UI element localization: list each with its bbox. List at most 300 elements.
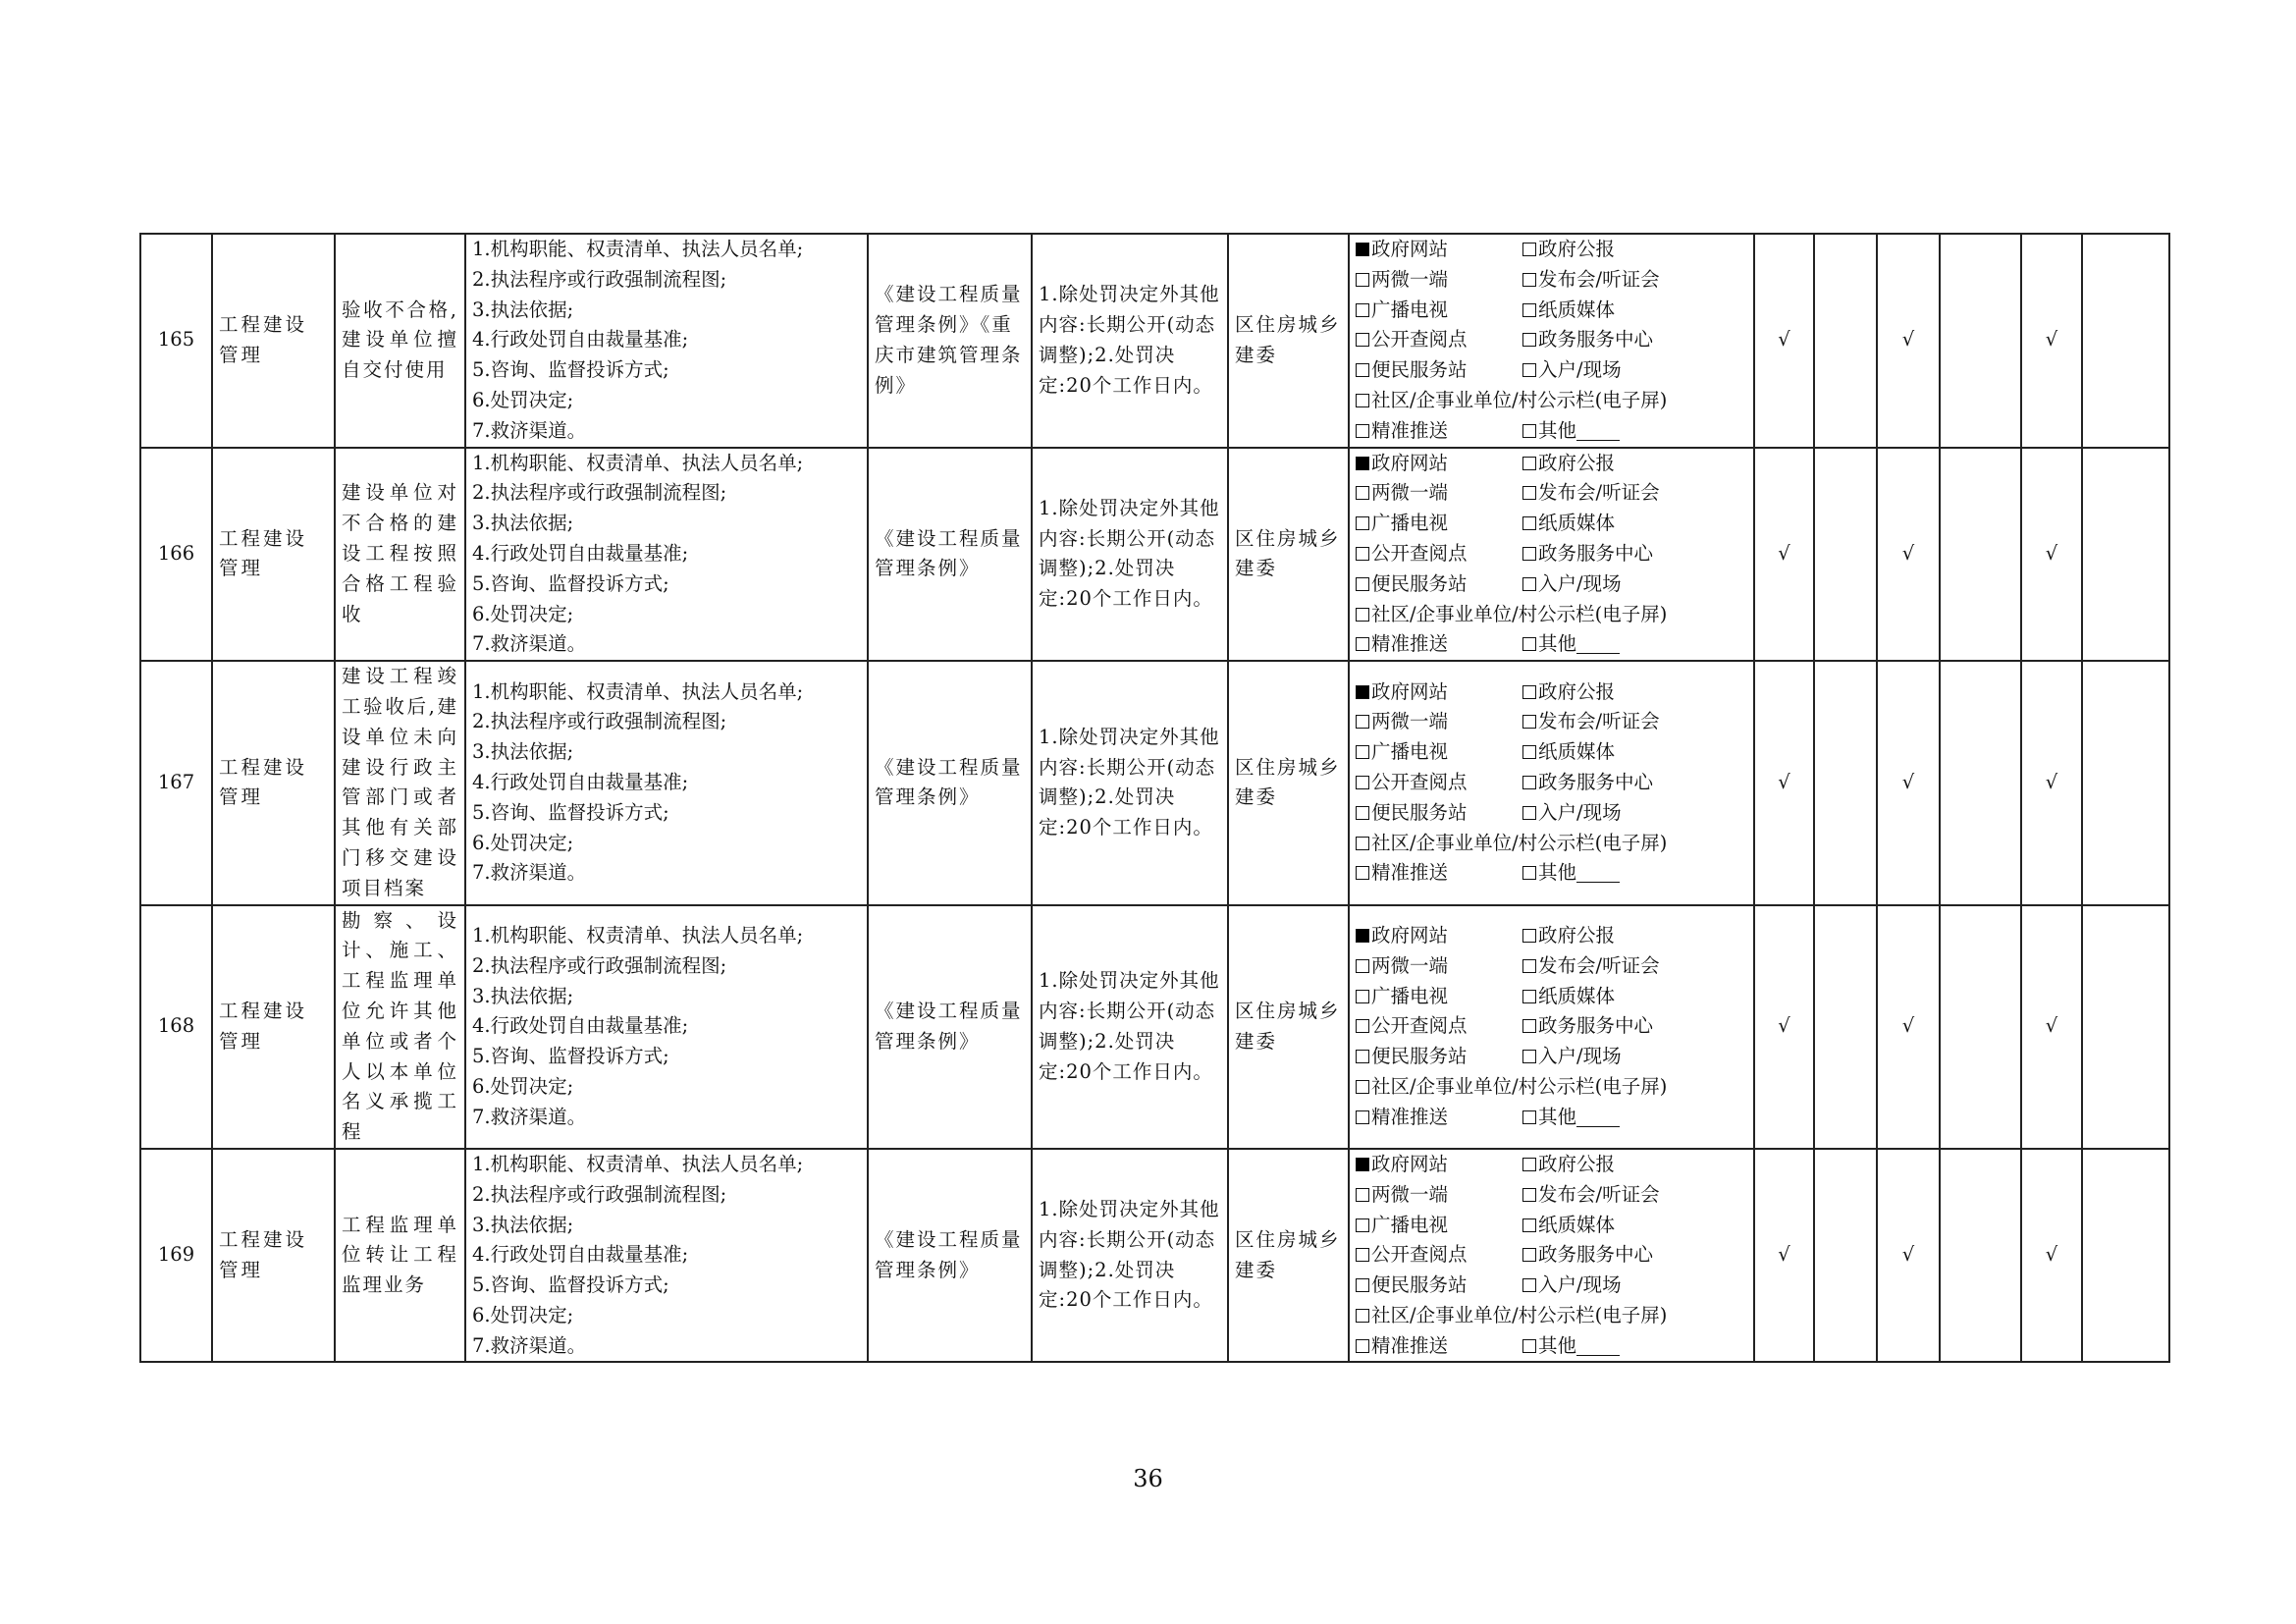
content-line: 5.咨询、监督投诉方式; — [472, 358, 669, 382]
channel-label: 政务服务中心 — [1538, 1014, 1654, 1038]
item-cell: 建设工程竣工验收后,建设单位未向建设行政主管部门或者其他有关部门移交建设项目档案 — [335, 661, 465, 904]
checkbox-empty-icon[interactable] — [1522, 866, 1536, 880]
channel-option[interactable] — [1356, 569, 1522, 600]
channel-option[interactable] — [1356, 829, 1667, 859]
checkbox-empty-icon[interactable] — [1522, 806, 1536, 820]
channel-option[interactable] — [1356, 1072, 1667, 1103]
checkbox-empty-icon[interactable] — [1522, 486, 1536, 500]
channel-line — [1356, 1271, 1747, 1301]
content-line: 3.执法依据; — [472, 298, 574, 321]
channel-line — [1356, 798, 1747, 829]
checkbox-checked-icon[interactable] — [1356, 929, 1369, 943]
channel-label: 精准推送 — [1371, 632, 1449, 656]
content-line: 7.救济渠道。 — [472, 632, 587, 656]
table-body — [140, 234, 2169, 1362]
channel-option[interactable] — [1356, 1271, 1522, 1301]
checkbox-empty-icon[interactable] — [1356, 333, 1369, 347]
check-mark-cell: √ — [1754, 905, 1814, 1149]
checkbox-empty-icon[interactable] — [1356, 1278, 1369, 1292]
channel-option[interactable] — [1522, 1103, 1620, 1133]
channel-label: 两微一端 — [1371, 710, 1449, 733]
checkbox-empty-icon[interactable] — [1522, 959, 1536, 973]
content-line: 7.救济渠道。 — [472, 1105, 587, 1128]
channel-line — [1356, 386, 1747, 416]
content-line: 3.执法依据; — [472, 740, 574, 764]
subject-cell: 区住房城乡建委 — [1228, 661, 1349, 904]
checkbox-empty-icon[interactable] — [1522, 685, 1536, 699]
basis-cell: 《建设工程质量管理条例》 — [868, 661, 1032, 904]
checkbox-empty-icon[interactable] — [1356, 273, 1369, 287]
checkbox-empty-icon[interactable] — [1356, 1339, 1369, 1353]
channel-label: 其他 — [1538, 632, 1577, 656]
checkbox-empty-icon[interactable] — [1522, 1278, 1536, 1292]
channel-option[interactable] — [1522, 1331, 1620, 1362]
content-line: 7.救济渠道。 — [472, 861, 587, 885]
content-line: 5.咨询、监督投诉方式; — [472, 1273, 669, 1297]
channel-line — [1356, 951, 1747, 982]
channel-option[interactable] — [1356, 416, 1522, 447]
channel-option[interactable] — [1522, 1271, 1622, 1301]
channel-option[interactable] — [1522, 265, 1660, 296]
checkbox-empty-icon[interactable] — [1522, 424, 1536, 438]
channel-label: 纸质媒体 — [1538, 1213, 1616, 1236]
fill-in-blank[interactable] — [1576, 866, 1620, 883]
checkbox-empty-icon[interactable] — [1522, 303, 1536, 317]
checkbox-empty-icon[interactable] — [1356, 547, 1369, 561]
channels-cell — [1349, 1149, 1754, 1363]
channel-option[interactable] — [1356, 1042, 1522, 1072]
channels-cell — [1349, 661, 1754, 904]
checkbox-empty-icon[interactable] — [1356, 1080, 1369, 1094]
content-line: 3.执法依据; — [472, 984, 574, 1007]
checkbox-empty-icon[interactable] — [1522, 1218, 1536, 1232]
channel-option[interactable] — [1356, 982, 1522, 1012]
content-line: 2.执法程序或行政强制流程图; — [472, 481, 727, 505]
channel-option[interactable] — [1356, 355, 1522, 386]
channel-option[interactable] — [1522, 478, 1660, 509]
channel-label: 发布会/听证会 — [1538, 953, 1660, 977]
checkbox-empty-icon[interactable] — [1522, 637, 1536, 651]
channel-option[interactable] — [1356, 386, 1667, 416]
content-line: 4.行政处罚自由裁量基准; — [472, 1243, 689, 1267]
checkbox-empty-icon[interactable] — [1356, 1188, 1369, 1202]
channel-option[interactable] — [1522, 629, 1620, 660]
category-cell: 工程建设管理 — [212, 234, 335, 448]
channel-label: 政府公报 — [1538, 679, 1616, 703]
checkbox-empty-icon[interactable] — [1356, 715, 1369, 729]
channel-option[interactable] — [1356, 677, 1522, 708]
fill-in-blank[interactable] — [1576, 424, 1620, 441]
channel-label: 社区/企事业单位/村公示栏(电子屏) — [1371, 831, 1668, 854]
empty-mark-cell — [2082, 448, 2169, 662]
checkbox-empty-icon[interactable] — [1522, 547, 1536, 561]
channel-label: 政府网站 — [1371, 923, 1449, 947]
checkbox-empty-icon[interactable] — [1522, 1248, 1536, 1262]
checkbox-empty-icon[interactable] — [1522, 1050, 1536, 1063]
checkbox-empty-icon[interactable] — [1356, 866, 1369, 880]
checkbox-checked-icon[interactable] — [1356, 243, 1369, 256]
checkbox-empty-icon[interactable] — [1522, 1158, 1536, 1171]
content-cell — [465, 661, 868, 904]
content-line: 1.机构职能、权责清单、执法人员名单; — [472, 923, 804, 947]
timing-cell: 1.除处罚决定外其他内容:长期公开(动态调整);2.处罚决定:20个工作日内。 — [1032, 234, 1228, 448]
channel-option[interactable] — [1356, 509, 1522, 539]
channel-option[interactable] — [1356, 235, 1522, 265]
channel-option[interactable] — [1522, 1011, 1653, 1042]
checkbox-empty-icon[interactable] — [1356, 1248, 1369, 1262]
channel-option[interactable] — [1356, 1331, 1522, 1362]
checkbox-checked-icon[interactable] — [1356, 1158, 1369, 1171]
checkbox-empty-icon[interactable] — [1356, 516, 1369, 530]
channels-cell — [1349, 234, 1754, 448]
channel-label: 政府公报 — [1538, 923, 1616, 947]
checkbox-empty-icon[interactable] — [1356, 577, 1369, 591]
channel-option[interactable] — [1522, 416, 1620, 447]
channel-line — [1356, 569, 1747, 600]
checkbox-empty-icon[interactable] — [1522, 1019, 1536, 1033]
checkbox-empty-icon[interactable] — [1356, 363, 1369, 377]
channel-line — [1356, 1180, 1747, 1211]
channel-label: 政府公报 — [1538, 238, 1616, 260]
channel-line — [1356, 1103, 1747, 1133]
channel-option[interactable] — [1522, 325, 1653, 355]
channel-label: 公开查阅点 — [1371, 1014, 1468, 1038]
empty-mark-cell — [1814, 234, 1877, 448]
channel-label: 政务服务中心 — [1538, 1243, 1654, 1267]
row-number-cell: 168 — [140, 905, 212, 1149]
checkbox-empty-icon[interactable] — [1522, 1339, 1536, 1353]
channel-label: 政府网站 — [1371, 1152, 1449, 1175]
channel-option[interactable] — [1356, 921, 1522, 951]
channel-label: 政务服务中心 — [1538, 541, 1654, 565]
channel-label: 发布会/听证会 — [1538, 481, 1660, 505]
checkbox-empty-icon[interactable] — [1522, 776, 1536, 789]
channel-option[interactable] — [1522, 539, 1653, 569]
item-cell: 工程监理单位转让工程监理业务 — [335, 1149, 465, 1363]
empty-mark-cell — [1940, 234, 2021, 448]
check-mark-cell: √ — [2021, 1149, 2082, 1363]
checkbox-empty-icon[interactable] — [1356, 303, 1369, 317]
channel-label: 广播电视 — [1371, 298, 1449, 321]
content-line: 6.处罚决定; — [472, 831, 574, 854]
content-cell — [465, 448, 868, 662]
channel-option[interactable] — [1356, 858, 1522, 889]
basis-cell: 《建设工程质量管理条例》《重庆市建筑管理条例》 — [868, 234, 1032, 448]
channel-option[interactable] — [1356, 1301, 1667, 1331]
checkbox-checked-icon[interactable] — [1356, 685, 1369, 699]
channel-option[interactable] — [1522, 707, 1660, 737]
channel-label: 社区/企事业单位/村公示栏(电子屏) — [1371, 602, 1668, 625]
content-cell — [465, 905, 868, 1149]
channel-option[interactable] — [1356, 951, 1522, 982]
channel-option[interactable] — [1356, 539, 1522, 569]
channel-option[interactable] — [1356, 629, 1522, 660]
channel-label: 纸质媒体 — [1538, 984, 1616, 1007]
channel-option[interactable] — [1356, 1211, 1522, 1241]
item-cell: 勘察、设计、施工、工程监理单位允许其他单位或者个人以本单位名义承揽工程 — [335, 905, 465, 1149]
check-mark-cell: √ — [1877, 905, 1940, 1149]
channel-label: 广播电视 — [1371, 1213, 1449, 1236]
channel-option[interactable] — [1356, 478, 1522, 509]
content-line: 4.行政处罚自由裁量基准; — [472, 1014, 689, 1038]
channel-option[interactable] — [1522, 1150, 1615, 1180]
checkbox-empty-icon[interactable] — [1522, 929, 1536, 943]
checkbox-empty-icon[interactable] — [1356, 745, 1369, 759]
channel-option[interactable] — [1356, 1150, 1522, 1180]
channel-label: 便民服务站 — [1371, 571, 1468, 595]
content-line: 4.行政处罚自由裁量基准; — [472, 328, 689, 352]
checkbox-empty-icon[interactable] — [1356, 990, 1369, 1003]
empty-mark-cell — [2082, 661, 2169, 904]
content-line: 7.救济渠道。 — [472, 1333, 587, 1357]
channel-label: 发布会/听证会 — [1538, 267, 1660, 291]
table-row — [140, 1149, 2169, 1363]
empty-mark-cell — [1814, 661, 1877, 904]
channel-line — [1356, 296, 1747, 326]
basis-cell: 《建设工程质量管理条例》 — [868, 448, 1032, 662]
channel-label: 政务服务中心 — [1538, 770, 1654, 793]
content-line: 5.咨询、监督投诉方式; — [472, 800, 669, 824]
channel-line — [1356, 858, 1747, 889]
checkbox-empty-icon[interactable] — [1356, 486, 1369, 500]
checkbox-empty-icon[interactable] — [1522, 990, 1536, 1003]
channel-option[interactable] — [1522, 737, 1615, 768]
channel-line — [1356, 600, 1747, 630]
channel-label: 便民服务站 — [1371, 1273, 1468, 1297]
channel-label: 政府网站 — [1371, 679, 1449, 703]
channel-option[interactable] — [1356, 325, 1522, 355]
empty-mark-cell — [1814, 905, 1877, 1149]
subject-cell: 区住房城乡建委 — [1228, 905, 1349, 1149]
channel-option[interactable] — [1522, 569, 1622, 600]
content-line: 1.机构职能、权责清单、执法人员名单; — [472, 451, 804, 474]
channel-option[interactable] — [1356, 798, 1522, 829]
checkbox-empty-icon[interactable] — [1522, 1188, 1536, 1202]
empty-mark-cell — [1814, 1149, 1877, 1363]
checkbox-empty-icon[interactable] — [1356, 1309, 1369, 1323]
channel-label: 入户/现场 — [1538, 358, 1622, 382]
channel-label: 两微一端 — [1371, 481, 1449, 505]
fill-in-blank[interactable] — [1576, 1339, 1620, 1356]
checkbox-empty-icon[interactable] — [1522, 577, 1536, 591]
subject-cell: 区住房城乡建委 — [1228, 234, 1349, 448]
channel-option[interactable] — [1356, 265, 1522, 296]
channel-line — [1356, 1240, 1747, 1271]
channel-option[interactable] — [1522, 296, 1615, 326]
channel-line — [1356, 449, 1747, 479]
channel-line — [1356, 768, 1747, 798]
channel-option[interactable] — [1522, 677, 1615, 708]
channel-line — [1356, 737, 1747, 768]
content-line: 3.执法依据; — [472, 512, 574, 535]
channel-option[interactable] — [1356, 1011, 1522, 1042]
channel-label: 精准推送 — [1371, 1105, 1449, 1128]
channel-line — [1356, 1072, 1747, 1103]
checkbox-checked-icon[interactable] — [1356, 457, 1369, 470]
content-line: 6.处罚决定; — [472, 1303, 574, 1326]
checkbox-empty-icon[interactable] — [1356, 637, 1369, 651]
content-line: 5.咨询、监督投诉方式; — [472, 1045, 669, 1068]
basis-cell: 《建设工程质量管理条例》 — [868, 1149, 1032, 1363]
checkbox-empty-icon[interactable] — [1356, 1019, 1369, 1033]
channel-line — [1356, 1301, 1747, 1331]
channel-label: 社区/企事业单位/村公示栏(电子屏) — [1371, 1074, 1668, 1098]
channel-label: 纸质媒体 — [1538, 512, 1616, 535]
channel-option[interactable] — [1356, 707, 1522, 737]
channel-label: 政府公报 — [1538, 1152, 1616, 1175]
channel-option[interactable] — [1356, 1240, 1522, 1271]
subject-cell: 区住房城乡建委 — [1228, 448, 1349, 662]
checkbox-empty-icon[interactable] — [1522, 363, 1536, 377]
channel-option[interactable] — [1356, 600, 1667, 630]
checkbox-empty-icon[interactable] — [1522, 516, 1536, 530]
content-line: 6.处罚决定; — [472, 1074, 574, 1098]
channel-label: 政府公报 — [1538, 451, 1616, 474]
checkbox-empty-icon[interactable] — [1356, 1110, 1369, 1124]
checkbox-empty-icon[interactable] — [1356, 806, 1369, 820]
item-cell: 建设单位对不合格的建设工程按照合格工程验收 — [335, 448, 465, 662]
checkbox-empty-icon[interactable] — [1356, 1218, 1369, 1232]
channel-option[interactable] — [1522, 235, 1615, 265]
checkbox-empty-icon[interactable] — [1356, 608, 1369, 622]
check-mark-cell: √ — [2021, 234, 2082, 448]
channel-label: 广播电视 — [1371, 512, 1449, 535]
row-number-cell: 167 — [140, 661, 212, 904]
channel-option[interactable] — [1522, 1042, 1622, 1072]
channel-option[interactable] — [1356, 1180, 1522, 1211]
empty-mark-cell — [2082, 1149, 2169, 1363]
channel-option[interactable] — [1522, 1211, 1615, 1241]
channel-option[interactable] — [1356, 737, 1522, 768]
channel-option[interactable] — [1356, 768, 1522, 798]
category-cell: 工程建设管理 — [212, 905, 335, 1149]
checkbox-empty-icon[interactable] — [1522, 243, 1536, 256]
channel-label: 精准推送 — [1371, 1333, 1449, 1357]
check-mark-cell: √ — [1877, 1149, 1940, 1363]
channel-option[interactable] — [1522, 449, 1615, 479]
checkbox-empty-icon[interactable] — [1522, 273, 1536, 287]
channel-label: 入户/现场 — [1538, 1045, 1622, 1068]
channel-label: 其他 — [1538, 861, 1577, 885]
channel-option[interactable] — [1522, 951, 1660, 982]
channel-line — [1356, 1150, 1747, 1180]
table-row — [140, 448, 2169, 662]
channel-label: 政府网站 — [1371, 451, 1449, 474]
channel-label: 公开查阅点 — [1371, 1243, 1468, 1267]
channel-line — [1356, 265, 1747, 296]
content-line: 1.机构职能、权责清单、执法人员名单; — [472, 1152, 804, 1175]
channel-label: 广播电视 — [1371, 984, 1449, 1007]
channel-label: 精准推送 — [1371, 861, 1449, 885]
channel-option[interactable] — [1522, 509, 1615, 539]
row-number-cell: 165 — [140, 234, 212, 448]
channel-line — [1356, 509, 1747, 539]
channel-option[interactable] — [1356, 1103, 1522, 1133]
checkbox-empty-icon[interactable] — [1356, 394, 1369, 407]
checkbox-empty-icon[interactable] — [1522, 333, 1536, 347]
channel-label: 两微一端 — [1371, 953, 1449, 977]
fill-in-blank[interactable] — [1576, 1110, 1620, 1127]
channel-option[interactable] — [1522, 1240, 1653, 1271]
category-cell: 工程建设管理 — [212, 1149, 335, 1363]
channel-option[interactable] — [1522, 921, 1615, 951]
check-mark-cell: √ — [1754, 448, 1814, 662]
empty-mark-cell — [1940, 448, 2021, 662]
channel-label: 入户/现场 — [1538, 571, 1622, 595]
timing-cell: 1.除处罚决定外其他内容:长期公开(动态调整);2.处罚决定:20个工作日内。 — [1032, 1149, 1228, 1363]
timing-cell: 1.除处罚决定外其他内容:长期公开(动态调整);2.处罚决定:20个工作日内。 — [1032, 905, 1228, 1149]
channel-label: 两微一端 — [1371, 1182, 1449, 1206]
channel-line — [1356, 707, 1747, 737]
channels-cell — [1349, 448, 1754, 662]
channel-line — [1356, 921, 1747, 951]
row-number-cell: 166 — [140, 448, 212, 662]
channel-option[interactable] — [1356, 449, 1522, 479]
category-cell: 工程建设管理 — [212, 661, 335, 904]
checkbox-empty-icon[interactable] — [1356, 776, 1369, 789]
checkbox-empty-icon[interactable] — [1356, 424, 1369, 438]
fill-in-blank[interactable] — [1576, 637, 1620, 654]
checkbox-empty-icon[interactable] — [1522, 715, 1536, 729]
channel-line — [1356, 1331, 1747, 1362]
empty-mark-cell — [1940, 1149, 2021, 1363]
check-mark-cell: √ — [2021, 448, 2082, 662]
channel-option[interactable] — [1522, 982, 1615, 1012]
check-mark-cell: √ — [1877, 448, 1940, 662]
channel-option[interactable] — [1522, 798, 1622, 829]
check-mark-cell: √ — [1754, 661, 1814, 904]
channel-option[interactable] — [1522, 355, 1622, 386]
channel-label: 便民服务站 — [1371, 358, 1468, 382]
channel-option[interactable] — [1522, 768, 1653, 798]
checkbox-empty-icon[interactable] — [1356, 837, 1369, 850]
channel-label: 社区/企事业单位/村公示栏(电子屏) — [1371, 1303, 1668, 1326]
channel-line — [1356, 416, 1747, 447]
table-row — [140, 905, 2169, 1149]
check-mark-cell: √ — [1877, 234, 1940, 448]
checkbox-empty-icon[interactable] — [1522, 457, 1536, 470]
channel-label: 两微一端 — [1371, 267, 1449, 291]
channel-label: 纸质媒体 — [1538, 298, 1616, 321]
channel-line — [1356, 829, 1747, 859]
row-number-cell: 169 — [140, 1149, 212, 1363]
channel-option[interactable] — [1356, 296, 1522, 326]
channel-label: 公开查阅点 — [1371, 770, 1468, 793]
empty-mark-cell — [1940, 661, 2021, 904]
checkbox-empty-icon[interactable] — [1522, 1110, 1536, 1124]
channel-option[interactable] — [1522, 858, 1620, 889]
page-number: 36 — [1133, 1465, 1163, 1492]
content-line: 1.机构职能、权责清单、执法人员名单; — [472, 238, 804, 260]
channel-option[interactable] — [1522, 1180, 1660, 1211]
channel-label: 发布会/听证会 — [1538, 710, 1660, 733]
channel-line — [1356, 982, 1747, 1012]
channel-label: 其他 — [1538, 418, 1577, 442]
checkbox-empty-icon[interactable] — [1356, 959, 1369, 973]
timing-cell: 1.除处罚决定外其他内容:长期公开(动态调整);2.处罚决定:20个工作日内。 — [1032, 661, 1228, 904]
item-cell: 验收不合格,建设单位擅自交付使用 — [335, 234, 465, 448]
checkbox-empty-icon[interactable] — [1356, 1050, 1369, 1063]
content-line: 5.咨询、监督投诉方式; — [472, 571, 669, 595]
channel-label: 政府网站 — [1371, 238, 1449, 260]
check-mark-cell: √ — [2021, 905, 2082, 1149]
content-line: 7.救济渠道。 — [472, 418, 587, 442]
checkbox-empty-icon[interactable] — [1522, 745, 1536, 759]
channel-label: 其他 — [1538, 1333, 1577, 1357]
channel-label: 政务服务中心 — [1538, 328, 1654, 352]
content-line: 4.行政处罚自由裁量基准; — [472, 770, 689, 793]
channel-label: 便民服务站 — [1371, 800, 1468, 824]
